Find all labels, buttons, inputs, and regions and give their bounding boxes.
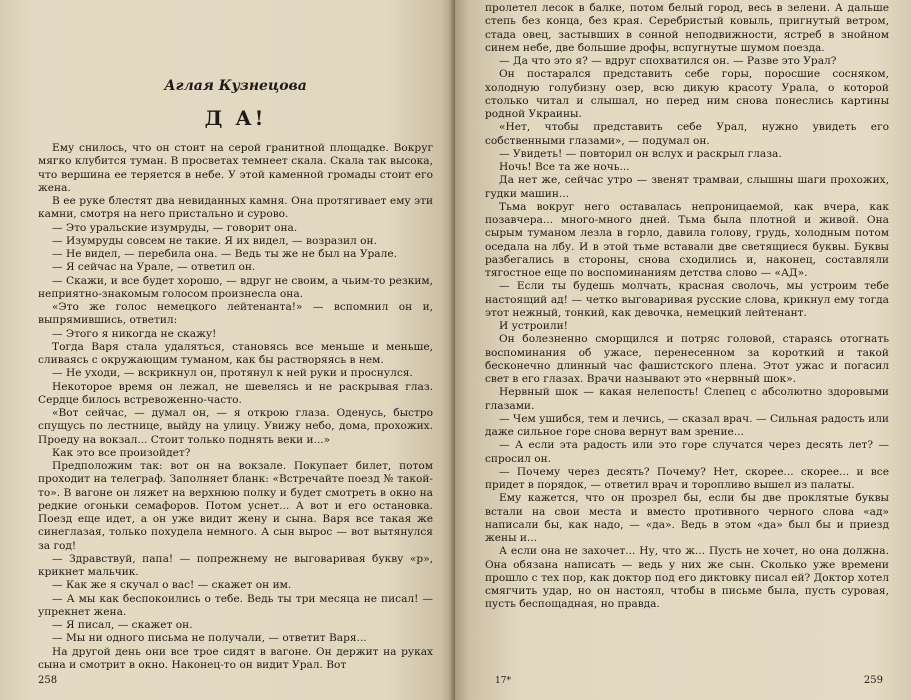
paragraph: — Этого я никогда не скажу! bbox=[52, 327, 217, 340]
page-number-right: 259 bbox=[863, 675, 883, 686]
paragraph: — А мы как беспокоились о тебе. Ведь ты три месяца не писал! — упрекнет жена. bbox=[38, 592, 433, 618]
paragraph: — Скажи, и все будет хорошо, — вдруг не своим, а чьим-то резким, неприятно-знакомым голосом произнесла она. bbox=[38, 274, 433, 300]
paragraph: — Это уральские изумруды, — говорит она. bbox=[52, 221, 298, 234]
paragraph: Он постарался представить себе горы, поросшие сосняком, холодную голубизну озер, всю дикую красоту Урала, о которой столько читал и слышал, но перед ним снова понеслись картины родной Украины. bbox=[485, 68, 889, 120]
paragraph: — Чем ушибся, тем и лечись, — сказал врач. — Сильная радость или даже сильное горе снова вернут вам зрение... bbox=[485, 412, 889, 438]
paragraph: Некоторое время он лежал, не шевелясь и не раскрывая глаз. Сердце билось встревоженно-часто. bbox=[38, 380, 433, 406]
page-number-left: 258 bbox=[38, 675, 58, 686]
paragraph: — Мы ни одного письма не получали, — ответит Варя... bbox=[52, 632, 367, 645]
paragraph: Тогда Варя стала удаляться, становясь все меньше и меньше, сливаясь с окружающим туманом, как бы растворяясь в нем. bbox=[38, 340, 433, 366]
left-page bbox=[0, 0, 455, 700]
paragraph: — Если ты будешь молчать, красная сволочь, мы устроим тебе настоящий ад! — четко выговаривая русские слова, крикнул ему тогда этот нежный, тонкий, как девочка, немецкий лейтенант. bbox=[485, 280, 889, 319]
paragraph: Тьма вокруг него оставалась непроницаемой, как вчера, как позавчера... много-много дней. Тьма была плотной и живой. Она сырым туманом лезла в горло, давила голову, грудь, холодным потом оседала на лбу. И в этой тьме вставали две светящиеся буквы. Буквы разбегались в стороны, снова сходились и, наконец, составляли тягостное еще по воспоминаниям детства слово — «АД». bbox=[485, 200, 889, 279]
paragraph: — Я сейчас на Урале, — ответил он. bbox=[52, 261, 256, 274]
paragraph: — Не видел, — перебила она. — Ведь ты же не был на Урале. bbox=[52, 248, 397, 260]
paragraph: И устроили! bbox=[499, 320, 568, 332]
paragraph: Как это все произойдет? bbox=[52, 446, 191, 459]
paragraph: — Изумруды совсем не такие. Я их видел, — возразил он. bbox=[52, 234, 377, 247]
paragraph: А если она не захочет... Ну, что ж... Пусть не хочет, но она должна. Она обязана написать — ведь у них же сын. Сколько уже времени прошло с тех пор, как доктор под его диктовку писал ей? Доктор хотел смягчить удар, но он настоял, чтобы в письме была, пусть суровая, пусть беспощадная, но правда. bbox=[485, 545, 889, 611]
paragraph: Он болезненно сморщился и потряс головой, стараясь отогнать воспоминания об ужасе, перенесенном за короткий и такой бесконечно длинный час фашистского плена. Этот ужас и погасил свет в его глазах. Врачи называют это «нервный шок». bbox=[485, 333, 889, 385]
story-title: Д А! bbox=[204, 106, 267, 130]
paragraph: — Здравствуй, папа! — попрежнему не выговаривая букву «р», крикнет мальчик. bbox=[38, 552, 433, 578]
signature-mark: 17* bbox=[495, 676, 511, 686]
paragraph: Ему снилось, что он стоит на серой гранитной площадке. Вокруг мягко клубится туман. В просветах темнеет скала. Скала так высока, что вершина ее теряется в небе. У этой каменной громады стоит его жена. bbox=[38, 142, 433, 194]
paragraph: В ее руке блестят два невиданных камня. Она протягивает ему эти камни, смотря на него пристально и сурово. bbox=[38, 195, 433, 221]
paragraph: — Как же я скучал о вас! — скажет он им. bbox=[52, 579, 292, 592]
paragraph: Ему кажется, что он прозрел бы, если бы две проклятые буквы встали на свои места и вместо противного черного слова «ад» написали бы, как надо, — «да». Ведь в этом «да» был бы и приезд жены и... bbox=[485, 492, 889, 544]
paragraph: — Да что это я? — вдруг спохватился он. — Разве это Урал? bbox=[499, 55, 837, 67]
paragraph: «Нет, чтобы представить себе Урал, нужно увидеть его собственными глазами», — подумал он. bbox=[485, 121, 889, 147]
paragraph: пролетел лесок в балке, потом белый город, весь в зелени. А дальше степь без конца, без края. Серебристый ковыль, пригнутый ветром, стада овец, застывших в сонной неподвижности, ястреб в знойном синем небе, две большие дрофы, вспугнутые шумом поезда. bbox=[485, 2, 889, 54]
paragraph: — Я писал, — скажет он. bbox=[52, 619, 193, 631]
paragraph: — Не уходи, — вскрикнул он, протянул к ней руки и проснулся. bbox=[52, 367, 413, 380]
paragraph: Да нет же, сейчас утро — звенят трамваи, слышны шаги прохожих, гудки машин... bbox=[485, 174, 889, 200]
paragraph: «Вот сейчас, — думал он, — я открою глаза. Оденусь, быстро спущусь по лестнице, выйду на улицу. Увижу небо, дома, прохожих. Проеду на вокзал... Стоит только поднять веки и...» bbox=[38, 407, 433, 446]
paragraph: — Почему через десять? Почему? Нет, скорее... скорее... и все придет в порядок, — ответил врач и торопливо вышел из палаты. bbox=[485, 465, 889, 491]
paragraph: Предположим так: вот он на вокзале. Покупает билет, потом проходит на телеграф. Заполняет бланк: «Встречайте поезд № такой-то». В вагоне он ляжет на верхнюю полку и будет смотреть в окно на редкие огоньки семафоров. Потом уснет... А вот и его остановка. Поезд еще идет, а он уже видит жену и сына. Варя все такая же синеглазая, только похудела немного. А сын вырос — вот вытянулся за год! bbox=[38, 460, 433, 552]
paragraph: Ночь! Все та же ночь... bbox=[499, 161, 630, 173]
right-page-body bbox=[485, 2, 889, 612]
paragraph: «Это же голос немецкого лейтенанта!» — вспомнил он и, выпрямившись, ответил: bbox=[38, 301, 433, 327]
author-name: Аглая Кузнецова bbox=[164, 78, 307, 94]
right-page bbox=[455, 0, 911, 700]
paragraph: На другой день они все трое сидят в вагоне. Он держит на руках сына и смотрит в окно. Наконец-то он видит Урал. Вот bbox=[38, 645, 433, 671]
paragraph: Нервный шок — какая нелепость! Слепец с абсолютно здоровыми глазами. bbox=[485, 386, 889, 412]
paragraph: — Увидеть! — повторил он вслух и раскрыл глаза. bbox=[499, 147, 782, 160]
paragraph: — А если эта радость или это горе случатся через десять лет? — спросил он. bbox=[485, 439, 889, 465]
left-page-body bbox=[38, 142, 433, 672]
